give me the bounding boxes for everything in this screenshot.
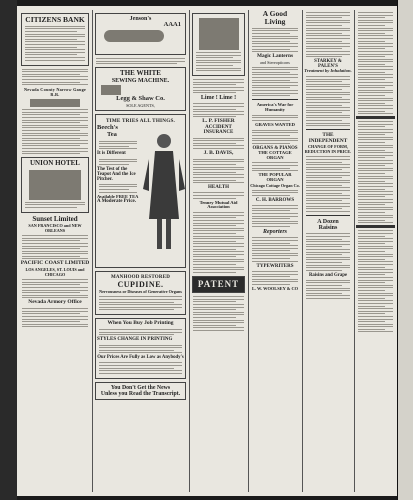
column-3 [191,10,246,494]
cutlery-price: AAA1 [163,21,181,29]
machine-image [199,18,239,50]
printing-heading: When You Buy Job Printing [107,320,174,327]
column-rule [354,10,355,492]
column-1 [20,10,90,494]
typewriters-heading: TYPEWRITERS [256,263,294,269]
hotel-name: UNION HOTEL [30,159,80,168]
cutlery-ad [95,13,186,55]
cottage-organ-heading: THE COTTAGE ORGAN [258,149,292,160]
graves-heading: GRAVES WANTED [255,121,295,127]
newspaper-page [17,6,397,496]
job-printing-ad [95,318,186,378]
health-heading: HEALTH [208,185,229,191]
living-heading: Living [264,16,286,26]
barrows-heading: C. H. BARROWS [255,198,295,204]
raisins-grape-heading: Raisins and Grape [308,272,348,278]
america-war-heading: America's War for Humanity [256,102,294,112]
tea-label: Tea [107,130,117,138]
lanterns-heading: Magic Lanterns [256,53,294,60]
bank-name: CITIZENS BANK [25,15,85,24]
hotel-image [29,170,81,200]
tea-headline: TIME TRIES ALL THINGS. [105,117,176,124]
lime-heading: Lime ! Lime ! [200,95,237,102]
white-subtitle: SEWING MACHINE. [111,77,170,84]
armory-heading: Nevada Armory Office [28,299,82,306]
column-5 [304,10,352,494]
tea-available: Available FREE TEA [97,193,139,199]
manhood-heading: MANHOOD RESTORED [110,274,171,280]
accident-heading: ACCIDENT [205,125,232,131]
organs-heading: ORGANS & PIANOS [252,145,298,151]
tea-different: It is Different [97,151,126,157]
raisins-heading: Raisins [318,225,338,232]
column-2 [94,10,187,494]
stereopticons-heading: and Stereopticons [260,59,290,65]
sunset-route: SAN FRANCISCO and NEW ORLEANS [28,223,82,234]
legg-shaw: Legg & Shaw Co. [116,95,165,103]
white-title: THE WHITE [120,69,161,78]
knife-image [104,30,164,42]
patent-heading: PATENT [197,278,240,289]
dozen-heading: A Dozen [317,218,339,225]
popular-organ-heading: THE POPULAR ORGAN [258,172,292,183]
column-6 [356,10,395,494]
fisher-heading: L. P. FISHER [202,118,235,125]
starkey-heading: STARKEY & PALEN'S [314,59,342,70]
column-rule [92,10,93,492]
tea-test: The Test of the Teapot And the Ice Pitcher. [97,166,136,182]
pacific-coast-heading: PACIFIC COAST LIMITED [20,260,90,267]
beechs-label: Beech's [97,123,118,131]
cupidine-ad [95,271,186,315]
styles-heading: STYLES CHANGE IN PRINTING [97,337,173,343]
tea-price: A Moderate Price. [97,199,137,205]
good-heading: A Good [262,10,288,18]
news-line-1: You Don't Get the News [110,384,171,391]
locomotive-image [30,99,80,107]
transcript-ad [95,382,186,400]
narrow-gauge-heading: Nevada County Narrow Gauge R.R. [23,87,87,98]
mutual-aid-heading: Tenney Mutual Aid Association [199,199,238,210]
hotel-ad [21,157,89,213]
cupidine-title: CUPIDINE. [117,279,164,289]
cupidine-nervous: Nervousness or Diseases of Generative Organs [99,289,182,295]
treatment-heading: Treatment by Inhalation. [304,68,352,74]
davis-heading: J. B. DAVIS, [203,150,234,157]
cutlery-title: Jenson's [129,16,152,22]
insurance-heading: INSURANCE [203,130,234,136]
sewing-machine-picture-ad [192,13,245,76]
woolsey-heading: L. W. WOOLSEY & CO [251,285,299,291]
change-heading: CHANGE OF FORM, REDUCTION IN PRICE. [304,144,352,155]
sewing-machine-image [101,85,121,95]
sunset-limited-heading: Sunset Limited [32,214,78,223]
sewing-machine-ad [95,67,186,110]
organ-company: Chicago Cottage Organ Co. [250,182,300,188]
column-rule [248,10,249,492]
reporters-heading: Reporters [263,229,287,236]
scan-left-edge [0,0,17,500]
column-4 [250,10,300,494]
pacific-route: LOS ANGELES, ST. LOUIS and CHICAGO [25,267,85,278]
column-rule [189,10,190,492]
legg-sub: SOLE AGENTS, [126,102,155,108]
scan-right-edge [397,0,413,500]
column-rule [302,10,303,492]
tea-ad [95,114,186,268]
prices-heading: Our Prices Are Fully as Low as Anybody's [97,355,184,361]
independent-heading: THE INDEPENDENT [308,132,348,144]
chinese-man-illustration [143,129,185,259]
bank-ad [21,13,89,66]
patent-ad [192,276,245,293]
news-line-2: Unless you Read the Transcript. [100,390,181,397]
